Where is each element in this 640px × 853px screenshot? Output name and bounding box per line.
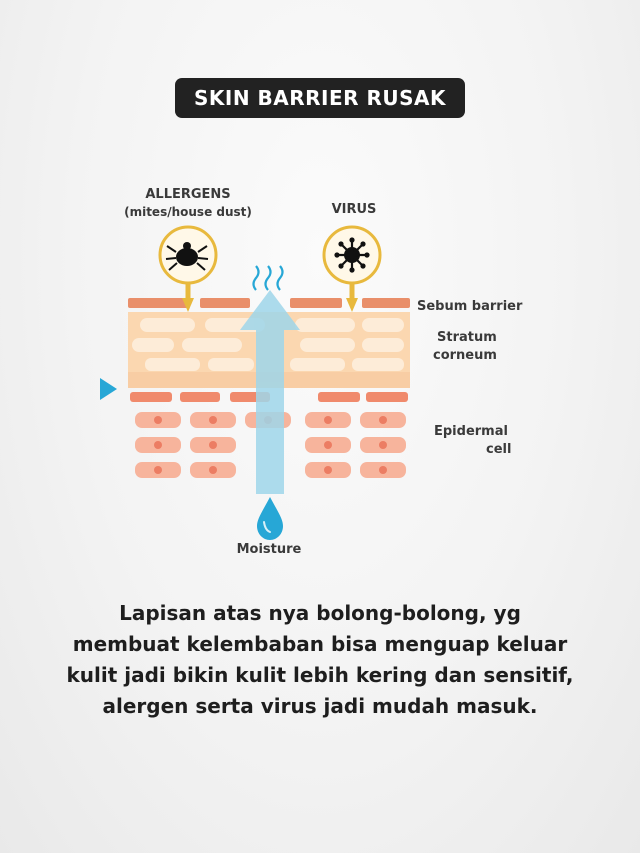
caption-line-2: membuat kelembaban bisa menguap keluar: [72, 632, 568, 656]
stratum-label-line1: Stratum: [437, 330, 497, 345]
virus-label: VIRUS: [331, 202, 377, 217]
epidermal-label-line2: cell: [486, 442, 512, 457]
allergens-sublabel: (mites/house dust): [124, 205, 252, 219]
allergens-label: ALLERGENS: [145, 187, 231, 202]
caption: [20, 598, 620, 722]
moisture-label: Moisture: [236, 542, 302, 557]
moisture-droplet-icon: [257, 497, 283, 540]
title-text: SKIN BARRIER RUSAK: [193, 86, 447, 110]
stratum-label-line2: corneum: [433, 348, 497, 363]
caption-line-3: kulit jadi bikin kulit lebih kering dan sensitif,: [66, 663, 574, 687]
caption-line-4: alergen serta virus jadi mudah masuk.: [102, 694, 538, 718]
sebum-barrier-label: Sebum barrier: [417, 299, 523, 314]
evaporation-waves-icon: [254, 266, 283, 290]
caption-line-1: Lapisan atas nya bolong-bolong, yg: [119, 601, 521, 625]
side-marker-icon: [100, 378, 117, 400]
epidermal-label-line1: Epidermal: [434, 424, 508, 439]
